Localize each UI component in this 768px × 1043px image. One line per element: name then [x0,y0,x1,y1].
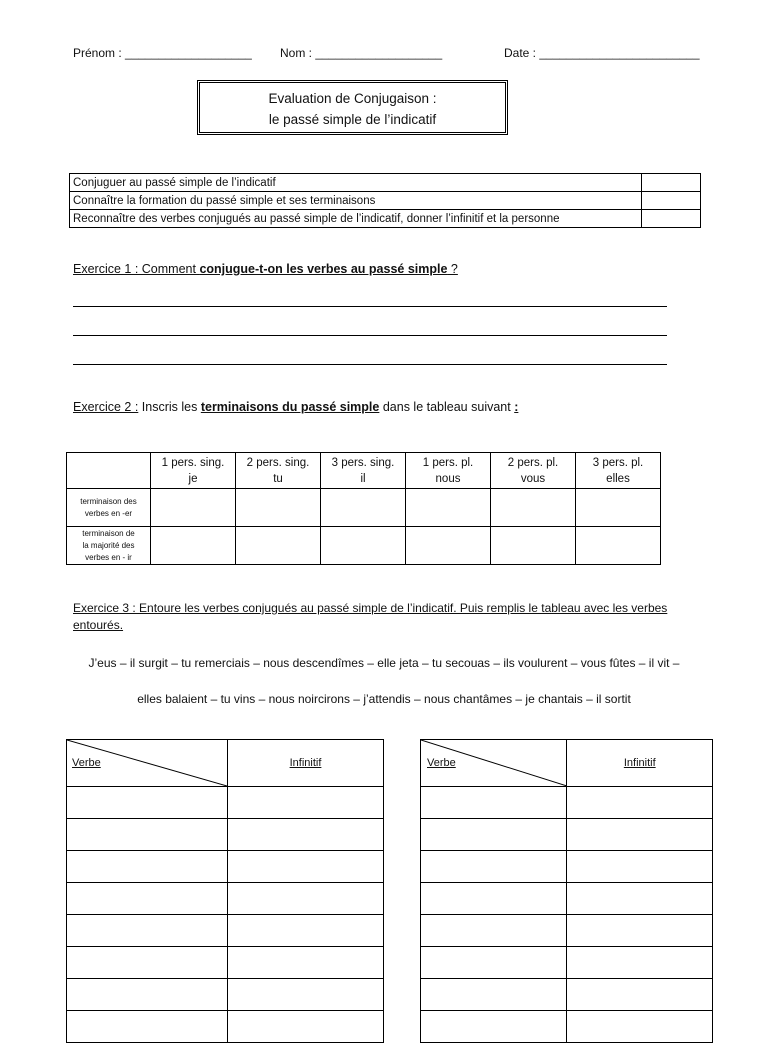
objective-check-cell[interactable] [642,174,701,192]
infinitif-cell[interactable] [567,979,713,1011]
table-row [67,947,384,979]
ex2-middle: Inscris les [138,400,201,414]
infinitif-cell[interactable] [228,979,384,1011]
nom-field[interactable]: Nom : ___________________ [280,46,443,60]
verb-cell[interactable] [421,1011,567,1043]
objective-text: Conjuguer au passé simple de l’indicatif [70,174,642,192]
infinitif-cell[interactable] [228,1011,384,1043]
table-row [421,883,713,915]
table-row [421,787,713,819]
verb-cell[interactable] [421,819,567,851]
ex2-bold: terminaisons du passé simple [200,400,380,414]
column-header: 3 pers. sing. il [321,453,406,489]
verb-cell[interactable] [67,1011,228,1043]
table-row [421,819,713,851]
table-row [421,915,713,947]
objective-row [70,210,701,228]
objective-row [70,192,701,210]
exercise-3-title [73,600,713,634]
column-header: 2 pers. sing. tu [236,453,321,489]
title-line-1: Evaluation de Conjugaison : [268,91,437,106]
infinitif-cell[interactable] [567,1011,713,1043]
answer-cell[interactable] [491,527,576,565]
answer-cell[interactable] [236,527,321,565]
infinitif-header-cell: Infinitif [228,740,384,787]
answer-cell[interactable] [491,489,576,527]
table-row [67,915,384,947]
table-row [67,979,384,1011]
answer-cell[interactable] [236,489,321,527]
infinitif-cell[interactable] [228,819,384,851]
answer-cell[interactable] [321,527,406,565]
verb-cell[interactable] [67,851,228,883]
verb-header-label: Verbe [427,757,456,769]
verb-header-cell [421,740,567,787]
answer-line[interactable] [73,364,667,365]
column-header: 2 pers. pl. vous [491,453,576,489]
table-row [421,1011,713,1043]
endings-table [66,452,661,565]
verb-list-line-2: elles balaient – tu vins – nous noircirons – j’attendis – nous chantâmes – je chantais – il sortit [137,692,631,706]
verb-table-header [421,740,713,787]
date-field[interactable]: Date : ________________________ [504,46,700,60]
verb-cell[interactable] [67,787,228,819]
table-row [67,851,384,883]
endings-header-row [67,453,661,489]
verb-cell[interactable] [67,947,228,979]
verb-cell[interactable] [421,979,567,1011]
verb-header-label: Verbe [72,757,101,769]
infinitif-cell[interactable] [567,915,713,947]
title-line-2: le passé simple de l’indicatif [268,112,437,127]
column-header: 3 pers. pl. elles [576,453,661,489]
verb-table-right [420,739,713,1043]
objective-check-cell[interactable] [642,210,701,228]
answer-line[interactable] [73,335,667,336]
verb-cell[interactable] [421,947,567,979]
answer-cell[interactable] [406,489,491,527]
verb-cell[interactable] [421,851,567,883]
infinitif-cell[interactable] [567,819,713,851]
title-box [197,80,508,135]
infinitif-cell[interactable] [228,947,384,979]
verb-table-header [67,740,384,787]
answer-cell[interactable] [406,527,491,565]
verb-cell[interactable] [421,787,567,819]
exercise-1-title [73,262,458,276]
answer-cell[interactable] [151,489,236,527]
column-header: 1 pers. pl. nous [406,453,491,489]
objectives-table [69,173,701,228]
row-label: terminaison des verbes en -er [67,489,151,527]
ex1-suffix: ? [447,262,458,276]
infinitif-header-cell: Infinitif [567,740,713,787]
endings-corner-cell [67,453,151,489]
infinitif-cell[interactable] [228,787,384,819]
table-row [67,787,384,819]
ex1-prefix: Exercice 1 : Comment [73,262,200,276]
infinitif-cell[interactable] [228,851,384,883]
ex1-bold: conjugue-t-on les verbes au passé simple [199,262,448,276]
objective-text: Reconnaître des verbes conjugués au passé simple de l’indicatif, donner l’infinitif et la personne [70,210,642,228]
infinitif-cell[interactable] [567,787,713,819]
verb-cell[interactable] [67,915,228,947]
answer-cell[interactable] [151,527,236,565]
answer-cell[interactable] [576,489,661,527]
verb-cell[interactable] [67,819,228,851]
verb-cell[interactable] [67,883,228,915]
prenom-field[interactable]: Prénom : ___________________ [73,46,252,60]
objective-row [70,174,701,192]
table-row [67,1011,384,1043]
endings-row-ir [67,527,661,565]
table-row [421,947,713,979]
table-row [67,883,384,915]
ex2-middle2: dans le tableau suivant [379,400,515,414]
ex2-prefix: Exercice 2 : [73,400,139,414]
verb-header-cell [67,740,228,787]
verb-cell[interactable] [421,883,567,915]
column-header: 1 pers. sing. je [151,453,236,489]
answer-cell[interactable] [576,527,661,565]
infinitif-cell[interactable] [228,883,384,915]
verb-cell[interactable] [67,979,228,1011]
verb-table-left [66,739,384,1043]
answer-line[interactable] [73,306,667,307]
table-row [421,979,713,1011]
objective-text: Connaître la formation du passé simple et ses terminaisons [70,192,642,210]
table-row [67,819,384,851]
infinitif-cell[interactable] [228,915,384,947]
table-row [421,851,713,883]
infinitif-cell[interactable] [567,851,713,883]
ex2-suffix: : [514,400,519,414]
infinitif-cell[interactable] [567,947,713,979]
verb-list-line-1: J’eus – il surgit – tu remerciais – nous descendîmes – elle jeta – tu secouas – ils voulurent – vous fûtes – il vit – [88,656,680,670]
infinitif-cell[interactable] [567,883,713,915]
ex3-line2: entourés. [73,618,124,632]
verb-cell[interactable] [421,915,567,947]
exercise-2-title [73,400,518,414]
ex3-line1: Exercice 3 : Entoure les verbes conjugués au passé simple de l’indicatif. Puis remplis le tableau avec les verbes [73,601,668,615]
endings-row-er [67,489,661,527]
row-label: terminaison de la majorité des verbes en - ir [67,527,151,565]
objective-check-cell[interactable] [642,192,701,210]
answer-cell[interactable] [321,489,406,527]
